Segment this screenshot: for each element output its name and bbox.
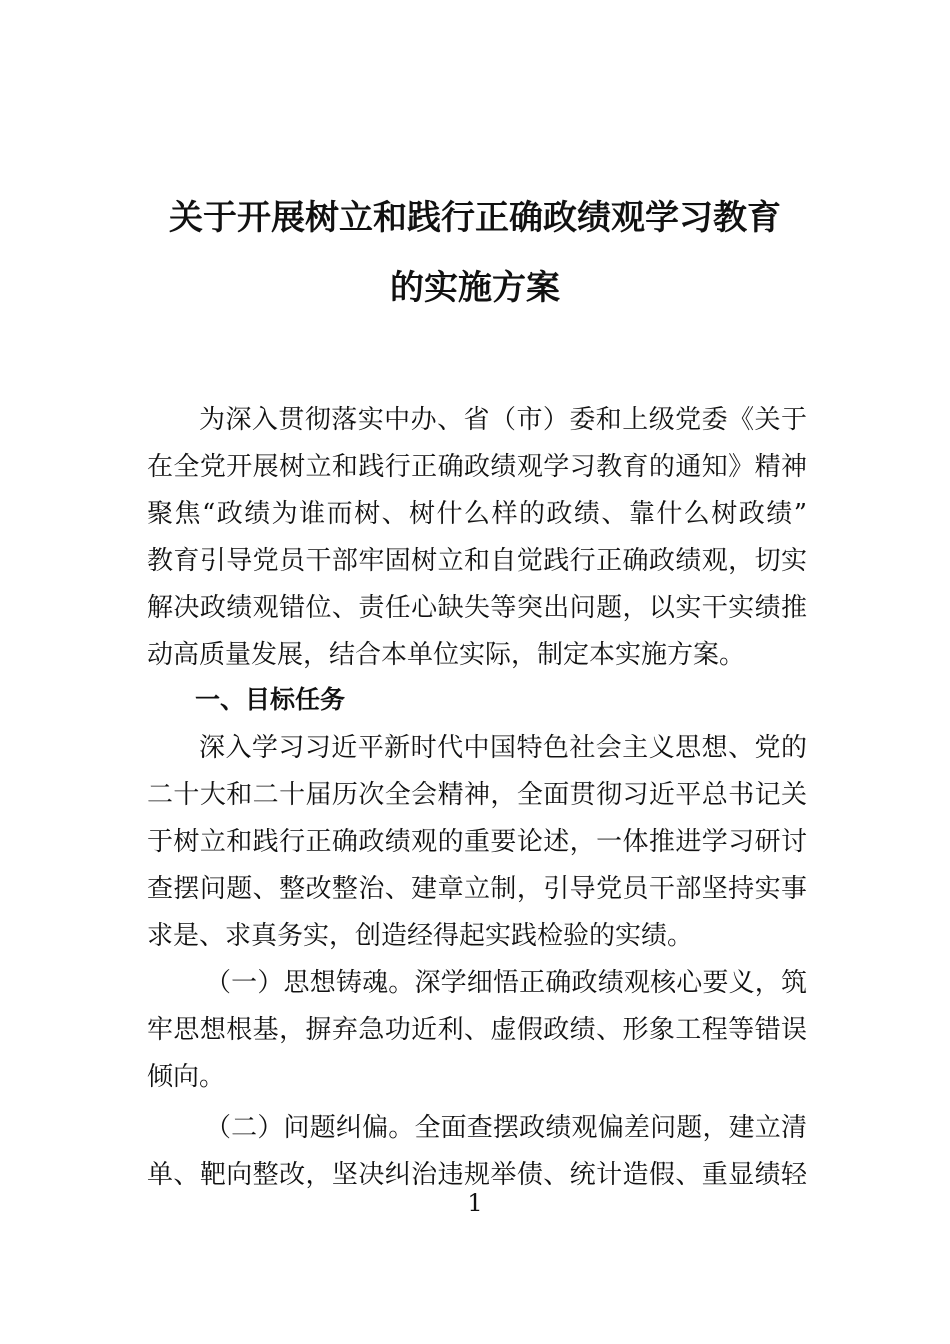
document-title-line-2: 的实施方案 [390,268,560,308]
section1-paragraph-line: 查摆问题、整改整治、建章立制，引导党员干部坚持实事 [147,874,807,904]
intro-paragraph-line: 教育引导党员干部牢固树立和自觉践行正确政绩观，切实 [147,546,807,576]
document-title-line-1: 关于开展树立和践行正确政绩观学习教育 [169,198,781,238]
item1-paragraph-line: 牢思想根基，摒弃急功近利、虚假政绩、形象工程等错误 [147,1015,807,1045]
section1-paragraph-line: 于树立和践行正确政绩观的重要论述，一体推进学习研讨 [147,827,807,857]
item2-paragraph-line: （二）问题纠偏。全面查摆政绩观偏差问题，建立清 [205,1113,807,1143]
intro-paragraph-line: 为深入贯彻落实中办、省（市）委和上级党委《关于 [199,405,807,435]
intro-paragraph-line: 在全党开展树立和践行正确政绩观学习教育的通知》精神 [147,452,807,482]
item1-paragraph-line: 倾向。 [147,1062,226,1092]
intro-paragraph-line: 解决政绩观错位、责任心缺失等突出问题，以实干实绩推 [147,593,807,623]
section1-paragraph-line: 深入学习习近平新时代中国特色社会主义思想、党的 [199,733,807,763]
section1-paragraph-line: 求是、求真务实，创造经得起实践检验的实绩。 [147,921,694,951]
section-heading: 一、目标任务 [195,685,346,714]
page-number: 1 [467,1189,483,1217]
intro-paragraph-line: 聚焦“政绩为谁而树、树什么样的政绩、靠什么树政绩” [147,499,807,529]
item1-paragraph-line: （一）思想铸魂。深学细悟正确政绩观核心要义，筑 [205,968,807,998]
intro-paragraph-line: 动高质量发展，结合本单位实际，制定本实施方案。 [147,640,746,670]
section1-paragraph-line: 二十大和二十届历次全会精神，全面贯彻习近平总书记关 [147,780,807,810]
document-body [147,397,807,1199]
item2-paragraph-line: 单、靶向整改，坚决纠治违规举债、统计造假、重显绩轻 [147,1160,807,1190]
